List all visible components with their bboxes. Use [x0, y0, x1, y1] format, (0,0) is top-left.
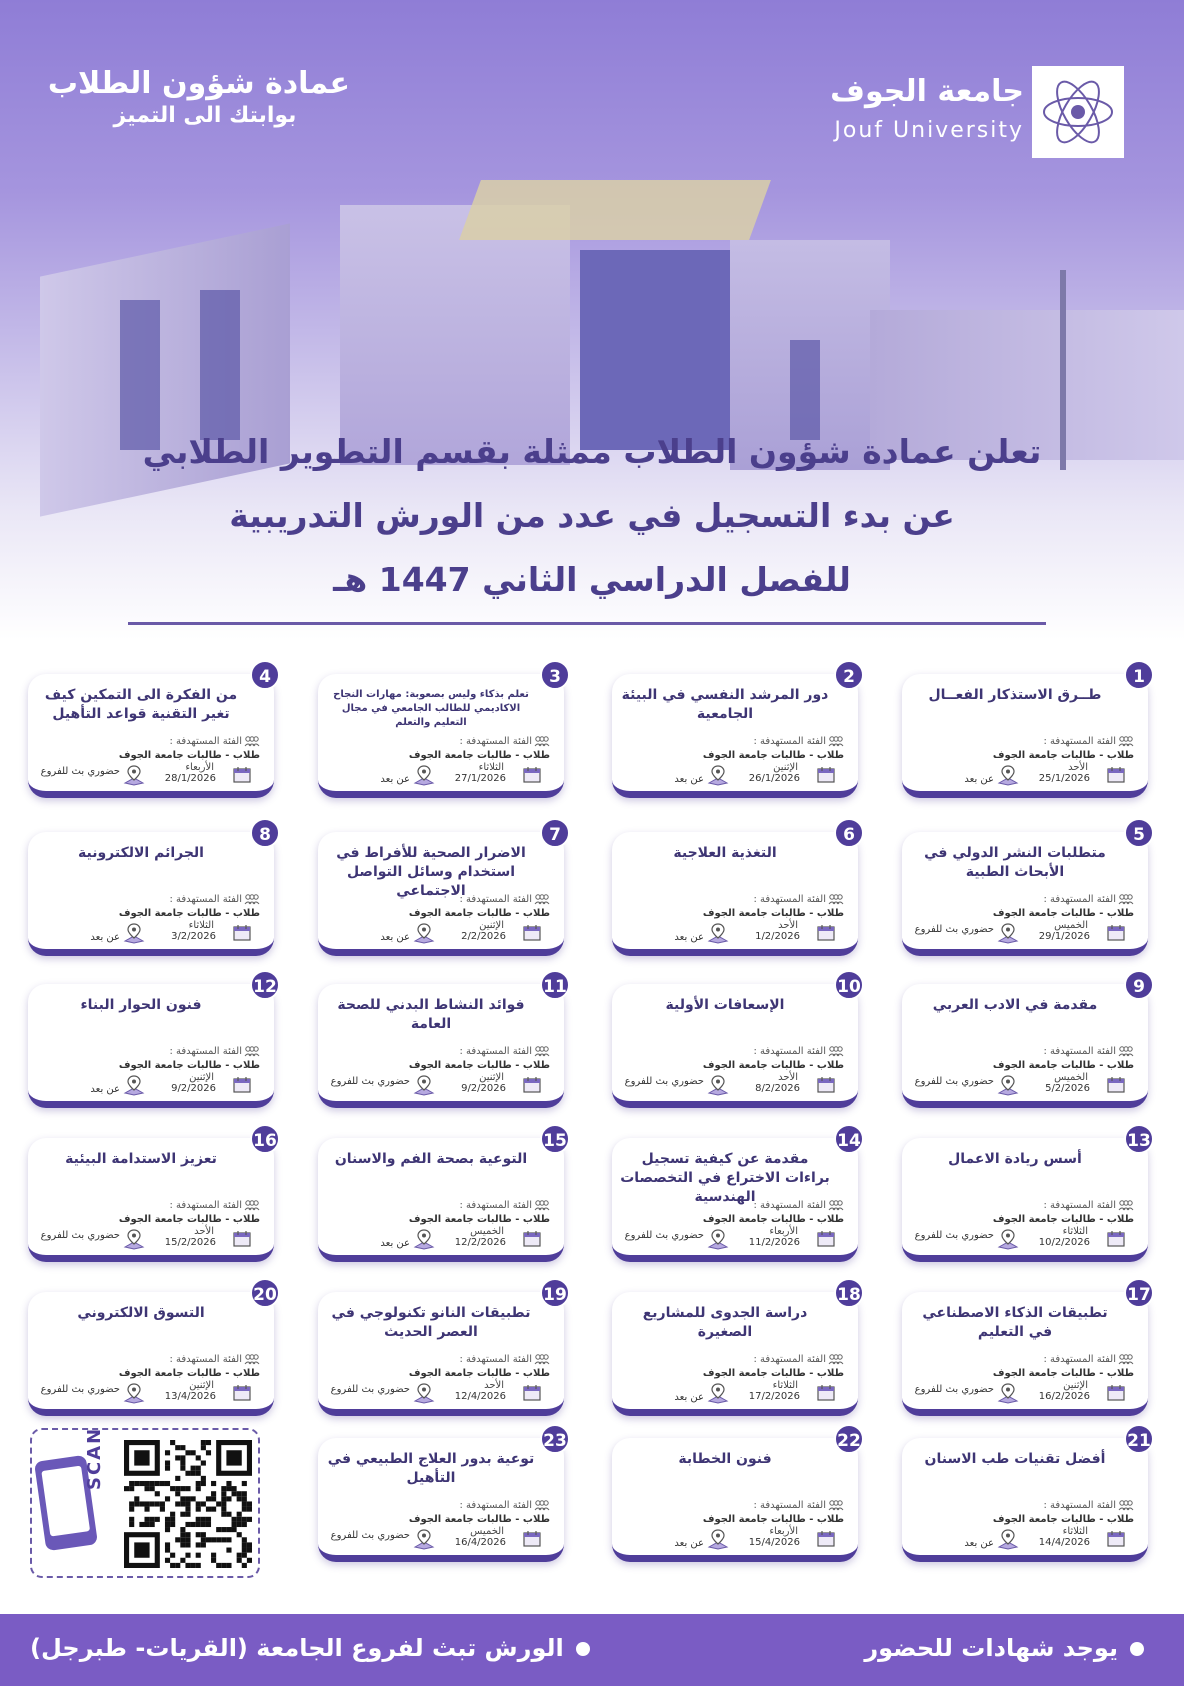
calendar-icon — [1106, 1530, 1128, 1548]
audience-label: الفئة المستهدفة : — [459, 736, 532, 747]
workshop-mode: حضوري بث للفروع — [624, 1230, 704, 1241]
audience-text: طلاب - طالبات جامعة الجوف — [408, 1214, 550, 1225]
audience-icon — [828, 894, 844, 905]
audience-label: الفئة المستهدفة : — [169, 1354, 242, 1365]
audience-label: الفئة المستهدفة : — [459, 1200, 532, 1211]
audience-label: الفئة المستهدفة : — [1043, 1200, 1116, 1211]
audience-text: طلاب - طالبات جامعة الجوف — [408, 750, 550, 761]
workshop-card[interactable] — [902, 825, 1148, 956]
workshop-date: 26/1/2026 — [748, 773, 800, 784]
workshop-mode: حضوري بث للفروع — [40, 766, 120, 777]
location-pin-icon — [122, 1382, 146, 1404]
audience-icon — [534, 894, 550, 905]
audience-text: طلاب - طالبات جامعة الجوف — [992, 908, 1134, 919]
workshop-number: 9 — [1124, 970, 1154, 1000]
workshop-card[interactable] — [28, 825, 274, 956]
audience-text: طلاب - طالبات جامعة الجوف — [992, 1368, 1134, 1379]
workshop-card[interactable] — [612, 1431, 861, 1562]
location-pin-icon — [122, 1228, 146, 1250]
audience-icon — [828, 1500, 844, 1511]
audience-label: الفئة المستهدفة : — [169, 1046, 242, 1057]
audience-icon — [828, 1046, 844, 1057]
audience-label: الفئة المستهدفة : — [753, 894, 826, 905]
workshop-mode: حضوري بث للفروع — [330, 1076, 410, 1087]
audience-icon — [244, 1200, 260, 1211]
audience-label: الفئة المستهدفة : — [459, 1046, 532, 1057]
workshop-number: 20 — [250, 1278, 280, 1308]
footer-note-text: يوجد شهادات للحضور — [864, 1634, 1118, 1662]
audience-label: الفئة المستهدفة : — [1043, 736, 1116, 747]
location-pin-icon — [412, 764, 436, 786]
audience-label: الفئة المستهدفة : — [169, 736, 242, 747]
workshop-day: الثلاثاء — [188, 920, 214, 931]
workshop-date: 3/2/2026 — [171, 931, 216, 942]
headline-line-1: تعلن عمادة شؤون الطلاب ممثلة بقسم التطوير الطلابي — [142, 432, 1042, 471]
workshop-date: 10/2/2026 — [1038, 1237, 1090, 1248]
workshop-day: الأحد — [194, 1226, 214, 1237]
workshop-number: 19 — [540, 1278, 570, 1308]
workshop-day: الإثنين — [189, 1380, 214, 1391]
workshop-day: الخميس — [1054, 1072, 1088, 1083]
workshop-day: الأحد — [484, 1380, 504, 1391]
audience-label: الفئة المستهدفة : — [753, 1200, 826, 1211]
workshop-number: 22 — [834, 1424, 864, 1454]
workshop-date: 27/1/2026 — [454, 773, 506, 784]
workshop-mode: عن بعد — [674, 932, 704, 943]
workshop-title: من الفكرة الى التمكين كيف تغير التقنية قواعد التأهيل — [44, 687, 238, 722]
workshop-card[interactable] — [902, 1285, 1151, 1416]
calendar-icon — [816, 1230, 838, 1248]
audience-icon — [534, 1200, 550, 1211]
workshop-card[interactable] — [28, 1285, 277, 1416]
audience-text: طلاب - طالبات جامعة الجوف — [118, 908, 260, 919]
workshop-mode: عن بعد — [674, 1538, 704, 1549]
footer-bar — [0, 1614, 1184, 1686]
workshop-card[interactable] — [28, 667, 274, 798]
audience-text: طلاب - طالبات جامعة الجوف — [408, 1368, 550, 1379]
calendar-icon — [232, 1076, 254, 1094]
footer-note-text: الورش تبث لفروع الجامعة (القريات- طبرجل) — [30, 1634, 564, 1662]
workshop-day: الثلاثاء — [772, 1380, 798, 1391]
calendar-icon — [522, 766, 544, 784]
audience-text: طلاب - طالبات جامعة الجوف — [992, 750, 1134, 761]
workshop-title: مقدمة عن كيفية تسجيل براءات الاختراع في التخصصات الهندسية — [620, 1151, 830, 1205]
workshop-day: الإثنين — [773, 762, 798, 773]
phone-screen — [41, 1466, 90, 1537]
workshop-day: الخميس — [470, 1526, 504, 1537]
audience-icon — [534, 736, 550, 747]
workshop-day: الأربعاء — [769, 1226, 798, 1237]
workshop-date: 5/2/2026 — [1045, 1083, 1090, 1094]
scan-label: SCAN — [84, 1426, 105, 1490]
audience-label: الفئة المستهدفة : — [459, 894, 532, 905]
workshop-day: الإثنين — [479, 1072, 504, 1083]
audience-label: الفئة المستهدفة : — [169, 1200, 242, 1211]
workshop-number: 4 — [250, 660, 280, 690]
workshop-title: مقدمة في الادب العربي — [932, 997, 1098, 1013]
workshop-card[interactable] — [902, 1131, 1151, 1262]
audience-icon — [1118, 736, 1134, 747]
workshop-title: متطلبات النشر الدولي في الأبحاث الطبية — [924, 845, 1106, 880]
audience-icon — [828, 1354, 844, 1365]
workshop-card[interactable] — [318, 667, 564, 798]
workshop-card[interactable] — [902, 1431, 1151, 1562]
workshop-title: تعلم بذكاء وليس بصعوبة: مهارات النجاح الاكاديمي للطالب الجامعي في مجال التعليم والتعلم — [333, 689, 529, 728]
audience-icon — [244, 1046, 260, 1057]
deanship-slogan: بوابتك الى التميز — [113, 103, 297, 128]
audience-label: الفئة المستهدفة : — [459, 1500, 532, 1511]
location-pin-icon — [122, 764, 146, 786]
workshop-number: 7 — [540, 818, 570, 848]
audience-text: طلاب - طالبات جامعة الجوف — [702, 1368, 844, 1379]
workshop-title: تطبيقات النانو تكنولوجي في العصر الحديث — [331, 1305, 531, 1340]
location-pin-icon — [412, 1228, 436, 1250]
workshop-day: الخميس — [1054, 920, 1088, 931]
workshop-date: 28/1/2026 — [164, 773, 216, 784]
workshop-title: فوائد النشاط البدني للصحة العامة — [337, 997, 525, 1032]
university-logo — [824, 66, 1124, 156]
calendar-icon — [232, 924, 254, 942]
calendar-icon — [522, 1384, 544, 1402]
workshop-title: تطبيقات الذكاء الاصطناعي في التعليم — [922, 1305, 1108, 1340]
calendar-icon — [522, 1530, 544, 1548]
workshop-mode: حضوري بث للفروع — [914, 1384, 994, 1395]
workshop-number: 12 — [250, 970, 280, 1000]
calendar-icon — [232, 766, 254, 784]
workshop-title: أسس ريادة الاعمال — [948, 1151, 1082, 1167]
workshop-card[interactable] — [318, 1285, 567, 1416]
workshop-number: 21 — [1124, 1424, 1154, 1454]
workshop-mode: حضوري بث للفروع — [914, 924, 994, 935]
audience-icon — [1118, 1046, 1134, 1057]
workshop-date: 25/1/2026 — [1038, 773, 1090, 784]
workshop-card[interactable] — [902, 667, 1148, 798]
audience-text: طلاب - طالبات جامعة الجوف — [118, 750, 260, 761]
workshop-day: الأحد — [778, 1072, 798, 1083]
calendar-icon — [522, 1230, 544, 1248]
calendar-icon — [1106, 1230, 1128, 1248]
calendar-icon — [522, 924, 544, 942]
calendar-icon — [1106, 924, 1128, 942]
audience-text: طلاب - طالبات جامعة الجوف — [408, 1060, 550, 1071]
workshop-card[interactable] — [902, 977, 1148, 1108]
workshop-number: 5 — [1124, 818, 1154, 848]
workshop-number: 2 — [834, 660, 864, 690]
workshop-date: 15/2/2026 — [164, 1237, 216, 1248]
audience-text: طلاب - طالبات جامعة الجوف — [702, 1514, 844, 1525]
calendar-icon — [232, 1384, 254, 1402]
audience-icon — [534, 1046, 550, 1057]
audience-label: الفئة المستهدفة : — [753, 736, 826, 747]
workshop-number: 6 — [834, 818, 864, 848]
location-pin-icon — [706, 1528, 730, 1550]
location-pin-icon — [706, 1228, 730, 1250]
audience-text: طلاب - طالبات جامعة الجوف — [992, 1060, 1134, 1071]
workshop-title: توعية بدور العلاج الطبيعي في التأهيل — [327, 1451, 535, 1486]
location-pin-icon — [996, 922, 1020, 944]
audience-text: طلاب - طالبات جامعة الجوف — [118, 1214, 260, 1225]
workshop-number: 18 — [834, 1278, 864, 1308]
workshop-mode: عن بعد — [90, 1084, 120, 1095]
workshop-number: 14 — [834, 1124, 864, 1154]
audience-label: الفئة المستهدفة : — [459, 1354, 532, 1365]
location-pin-icon — [706, 1074, 730, 1096]
workshop-title: الإسعافات الأولية — [665, 997, 785, 1013]
workshop-day: الإثنين — [1063, 1380, 1088, 1391]
audience-text: طلاب - طالبات جامعة الجوف — [702, 1060, 844, 1071]
audience-icon — [244, 736, 260, 747]
workshop-date: 12/4/2026 — [454, 1391, 506, 1402]
calendar-icon — [816, 1076, 838, 1094]
workshop-day: الإثنين — [479, 920, 504, 931]
workshop-day: الإثنين — [189, 1072, 214, 1083]
workshop-day: الثلاثاء — [1062, 1526, 1088, 1537]
audience-text: طلاب - طالبات جامعة الجوف — [702, 750, 844, 761]
qr-code-icon[interactable] — [124, 1440, 252, 1568]
audience-label: الفئة المستهدفة : — [1043, 894, 1116, 905]
audience-label: الفئة المستهدفة : — [169, 894, 242, 905]
workshop-card[interactable] — [318, 825, 564, 956]
location-pin-icon — [996, 764, 1020, 786]
location-pin-icon — [412, 922, 436, 944]
calendar-icon — [232, 1230, 254, 1248]
location-pin-icon — [412, 1528, 436, 1550]
workshop-number: 17 — [1124, 1278, 1154, 1308]
workshop-title: التغذية العلاجية — [673, 845, 777, 861]
workshop-mode: عن بعد — [380, 1238, 410, 1249]
workshop-card[interactable] — [612, 977, 861, 1108]
audience-label: الفئة المستهدفة : — [1043, 1046, 1116, 1057]
workshop-number: 23 — [540, 1424, 570, 1454]
location-pin-icon — [996, 1228, 1020, 1250]
workshop-mode: حضوري بث للفروع — [330, 1530, 410, 1541]
workshop-mode: عن بعد — [90, 932, 120, 943]
audience-label: الفئة المستهدفة : — [753, 1500, 826, 1511]
workshop-card[interactable] — [612, 1131, 861, 1262]
building-canopy — [459, 180, 771, 240]
location-pin-icon — [996, 1382, 1020, 1404]
calendar-icon — [816, 1530, 838, 1548]
workshop-date: 9/2/2026 — [461, 1083, 506, 1094]
workshop-date: 16/4/2026 — [454, 1537, 506, 1548]
location-pin-icon — [412, 1074, 436, 1096]
audience-icon — [1118, 1354, 1134, 1365]
workshop-card[interactable] — [612, 825, 858, 956]
workshop-title: تعزيز الاستدامة البيئية — [65, 1151, 217, 1167]
workshop-day: الثلاثاء — [1062, 1226, 1088, 1237]
bullet-dot-icon — [1130, 1642, 1144, 1656]
calendar-icon — [1106, 766, 1128, 784]
calendar-icon — [816, 924, 838, 942]
location-pin-icon — [706, 764, 730, 786]
calendar-icon — [816, 1384, 838, 1402]
workshop-number: 3 — [540, 660, 570, 690]
workshop-date: 15/4/2026 — [748, 1537, 800, 1548]
workshop-mode: حضوري بث للفروع — [40, 1230, 120, 1241]
audience-label: الفئة المستهدفة : — [1043, 1500, 1116, 1511]
workshop-date: 17/2/2026 — [748, 1391, 800, 1402]
headline-line-3: للفصل الدراسي الثاني 1447 هـ — [333, 560, 851, 599]
workshop-date: 13/4/2026 — [164, 1391, 216, 1402]
audience-icon — [1118, 1500, 1134, 1511]
building-window — [200, 290, 240, 440]
calendar-icon — [816, 766, 838, 784]
workshop-mode: حضوري بث للفروع — [914, 1230, 994, 1241]
workshop-day: الخميس — [470, 1226, 504, 1237]
atom-seal-icon — [1032, 66, 1124, 158]
workshop-card[interactable] — [612, 667, 858, 798]
audience-label: الفئة المستهدفة : — [1043, 1354, 1116, 1365]
audience-icon — [828, 1200, 844, 1211]
bullet-dot-icon — [576, 1642, 590, 1656]
audience-icon — [1118, 1200, 1134, 1211]
workshop-date: 2/2/2026 — [461, 931, 506, 942]
workshop-title: فنون الخطابة — [678, 1451, 772, 1467]
workshop-mode: عن بعد — [380, 932, 410, 943]
audience-icon — [244, 894, 260, 905]
audience-icon — [534, 1500, 550, 1511]
workshop-title: دور المرشد النفسي في البيئة الجامعية — [621, 687, 829, 722]
workshop-mode: حضوري بث للفروع — [330, 1384, 410, 1395]
location-pin-icon — [706, 1382, 730, 1404]
audience-icon — [244, 1354, 260, 1365]
workshop-date: 8/2/2026 — [755, 1083, 800, 1094]
audience-icon — [1118, 894, 1134, 905]
workshop-day: الأحد — [1068, 762, 1088, 773]
calendar-icon — [522, 1076, 544, 1094]
workshop-number: 11 — [540, 970, 570, 1000]
announcement-headline — [100, 420, 1084, 612]
headline-divider — [128, 622, 1046, 625]
workshop-mode: عن بعد — [674, 1392, 704, 1403]
workshop-day: الأربعاء — [185, 762, 214, 773]
audience-text: طلاب - طالبات جامعة الجوف — [992, 1514, 1134, 1525]
workshop-title: فنون الحوار البناء — [80, 997, 202, 1013]
audience-text: طلاب - طالبات جامعة الجوف — [118, 1368, 260, 1379]
location-pin-icon — [122, 1074, 146, 1096]
calendar-icon — [1106, 1076, 1128, 1094]
location-pin-icon — [412, 1382, 436, 1404]
audience-text: طلاب - طالبات جامعة الجوف — [408, 1514, 550, 1525]
audience-label: الفئة المستهدفة : — [753, 1354, 826, 1365]
workshop-day: الأحد — [778, 920, 798, 931]
workshop-mode: عن بعد — [674, 774, 704, 785]
workshop-card[interactable] — [318, 1131, 567, 1262]
audience-text: طلاب - طالبات جامعة الجوف — [702, 908, 844, 919]
workshop-number: 16 — [250, 1124, 280, 1154]
university-name-ar: جامعة الجوف — [830, 74, 1024, 109]
university-name-en: Jouf University — [834, 118, 1024, 143]
workshop-date: 1/2/2026 — [755, 931, 800, 942]
workshop-number: 1 — [1124, 660, 1154, 690]
location-pin-icon — [122, 922, 146, 944]
workshop-number: 15 — [540, 1124, 570, 1154]
deanship-name: عمادة شؤون الطلاب — [47, 66, 350, 101]
workshop-date: 9/2/2026 — [171, 1083, 216, 1094]
workshop-card[interactable] — [318, 977, 567, 1108]
workshop-mode: حضوري بث للفروع — [624, 1076, 704, 1087]
workshop-date: 11/2/2026 — [748, 1237, 800, 1248]
workshop-title: الاضرار الصحية للأفراط في استخدام وسائل التواصل الاجتماعي — [336, 845, 526, 899]
calendar-icon — [1106, 1384, 1128, 1402]
workshop-day: الثلاثاء — [478, 762, 504, 773]
workshop-mode: عن بعد — [964, 1538, 994, 1549]
workshop-date: 12/2/2026 — [454, 1237, 506, 1248]
university-seal — [1032, 66, 1124, 158]
workshop-number: 10 — [834, 970, 864, 1000]
workshop-card[interactable] — [28, 1131, 277, 1262]
workshop-mode: عن بعد — [380, 774, 410, 785]
workshop-date: 29/1/2026 — [1038, 931, 1090, 942]
qr-code-box[interactable] — [30, 1428, 260, 1578]
audience-text: طلاب - طالبات جامعة الجوف — [408, 908, 550, 919]
headline-line-2: عن بدء التسجيل في عدد من الورش التدريبية — [229, 496, 955, 535]
footer-note-branches — [30, 1634, 590, 1662]
workshop-title: التسوق الالكتروني — [77, 1305, 205, 1321]
workshop-mode: حضوري بث للفروع — [914, 1076, 994, 1087]
workshop-date: 14/4/2026 — [1038, 1537, 1090, 1548]
audience-text: طلاب - طالبات جامعة الجوف — [118, 1060, 260, 1071]
workshop-title: دراسة الجدوى للمشاريع الصغيرة — [642, 1305, 808, 1340]
workshop-card[interactable] — [28, 977, 277, 1108]
workshop-title: الجرائم الالكترونية — [78, 845, 204, 861]
workshop-card[interactable] — [318, 1431, 567, 1562]
workshop-day: الأربعاء — [769, 1526, 798, 1537]
workshop-card[interactable] — [612, 1285, 861, 1416]
audience-text: طلاب - طالبات جامعة الجوف — [702, 1214, 844, 1225]
footer-note-certificates — [864, 1634, 1144, 1662]
audience-icon — [534, 1354, 550, 1365]
workshop-number: 13 — [1124, 1124, 1154, 1154]
workshop-mode: حضوري بث للفروع — [40, 1384, 120, 1395]
workshop-date: 16/2/2026 — [1038, 1391, 1090, 1402]
workshop-mode: عن بعد — [964, 774, 994, 785]
location-pin-icon — [706, 922, 730, 944]
location-pin-icon — [996, 1074, 1020, 1096]
workshop-title: التوعية بصحة الفم والاسنان — [334, 1151, 528, 1167]
location-pin-icon — [996, 1528, 1020, 1550]
workshop-title: طــرق الاستذكار الفعــال — [928, 687, 1102, 703]
workshop-number: 8 — [250, 818, 280, 848]
audience-label: الفئة المستهدفة : — [753, 1046, 826, 1057]
audience-text: طلاب - طالبات جامعة الجوف — [992, 1214, 1134, 1225]
audience-icon — [828, 736, 844, 747]
workshop-title: أفضل تقنيات طب الاسنان — [924, 1451, 1106, 1467]
deanship-logo — [47, 66, 350, 146]
